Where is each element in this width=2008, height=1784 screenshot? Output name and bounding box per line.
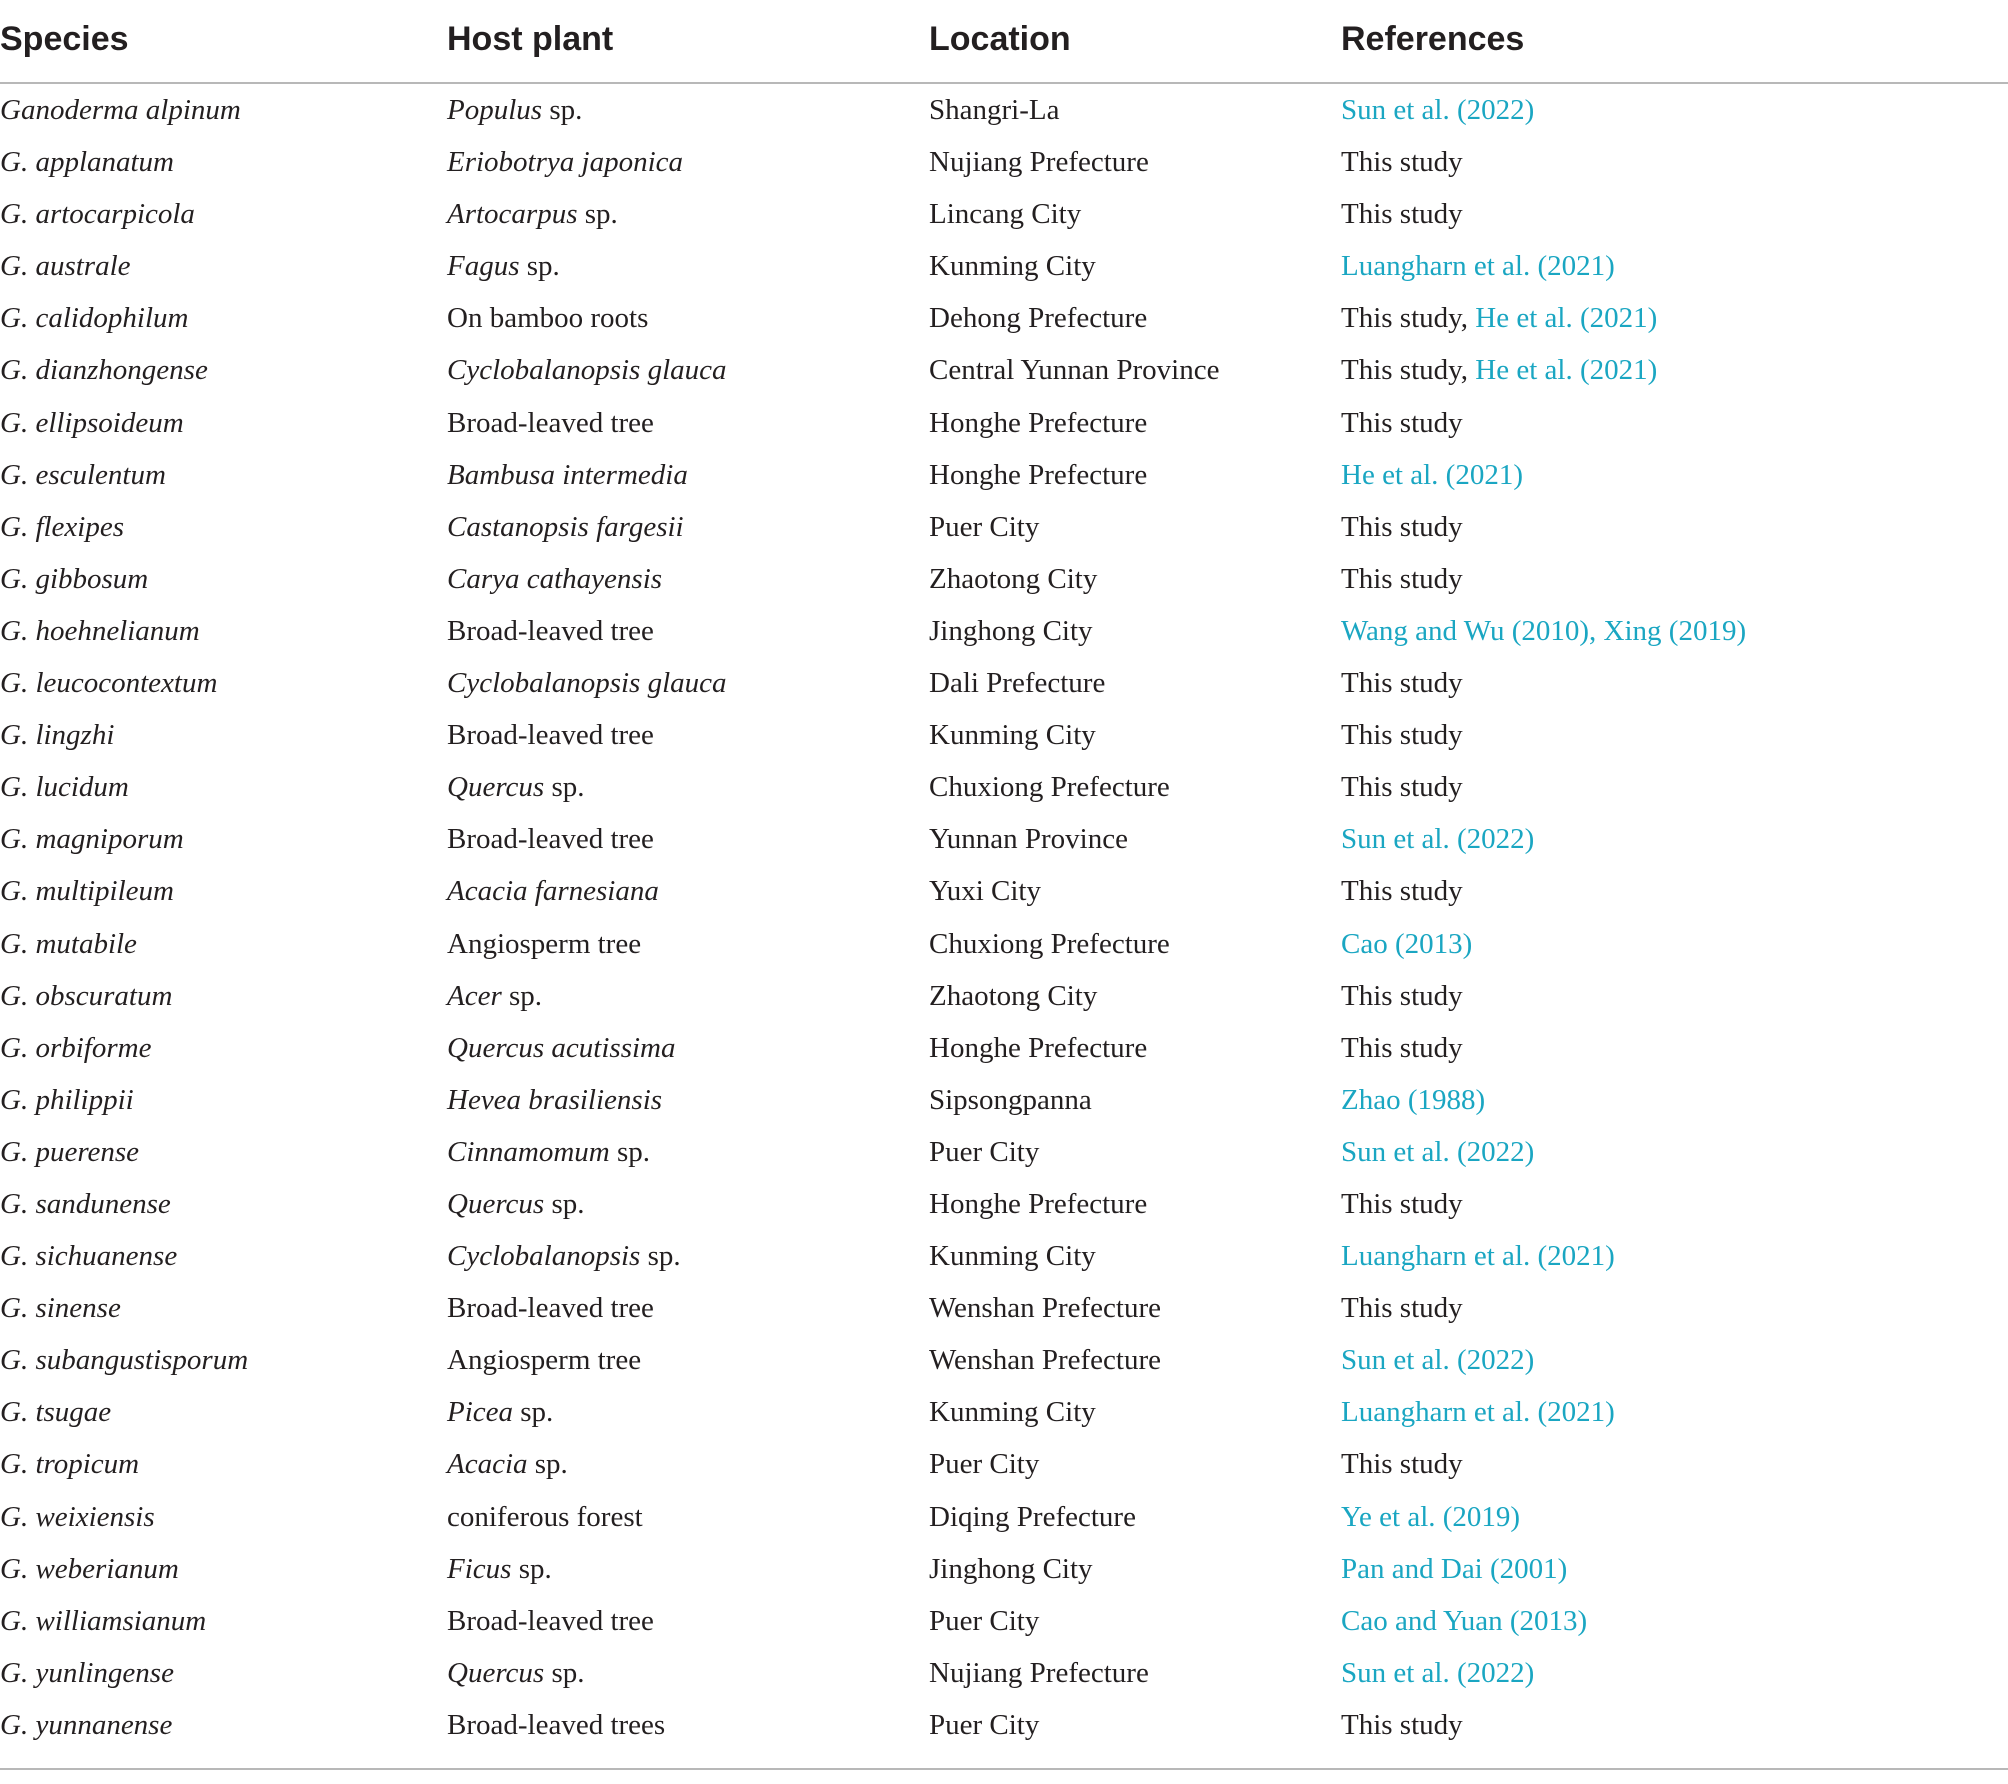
- host-plant-cell: [447, 928, 641, 961]
- reference-link[interactable]: He et al. (2021): [1475, 302, 1658, 335]
- host-plant-italic: Cyclobalanopsis glauca: [447, 354, 727, 387]
- table-row: [0, 1438, 2008, 1490]
- references-cell: [1341, 771, 1463, 804]
- host-plant-text: sp.: [544, 771, 585, 804]
- location-cell: Puer City: [929, 1604, 1040, 1637]
- table-row: [0, 1282, 2008, 1334]
- host-plant-cell: [447, 823, 654, 856]
- table-row: [0, 1543, 2008, 1595]
- species-cell: G. puerense: [0, 1135, 140, 1168]
- host-plant-cell: [447, 1344, 641, 1377]
- host-plant-cell: [447, 146, 683, 179]
- host-plant-text: sp.: [609, 1135, 651, 1168]
- species-cell: G. tsugae: [0, 1396, 112, 1429]
- location-cell: Honghe Prefecture: [929, 1031, 1148, 1064]
- host-plant-text: coniferous forest: [447, 1500, 643, 1533]
- host-plant-italic: Carya cathayensis: [447, 562, 663, 595]
- location-cell: Honghe Prefecture: [929, 458, 1148, 491]
- table-row: [0, 605, 2008, 657]
- references-cell: [1341, 407, 1463, 440]
- species-cell: G. calidophilum: [0, 302, 189, 335]
- table-row: [0, 240, 2008, 292]
- references-cell: [1341, 459, 1523, 492]
- location-cell: Chuxiong Prefecture: [929, 771, 1170, 804]
- references-cell: [1341, 1501, 1520, 1534]
- species-cell: G. artocarpicola: [0, 198, 195, 231]
- table-row: [0, 136, 2008, 188]
- reference-text: This study: [1341, 1292, 1463, 1325]
- table-row: [0, 553, 2008, 605]
- host-plant-italic: Populus: [447, 94, 543, 126]
- host-plant-cell: [447, 1396, 553, 1429]
- table-row: [0, 397, 2008, 449]
- references-cell: [1341, 1240, 1615, 1273]
- host-plant-italic: Artocarpus: [447, 198, 578, 231]
- references-cell: [1341, 250, 1615, 283]
- reference-text: This study: [1341, 1031, 1463, 1064]
- host-plant-text: Broad-leaved tree: [447, 1292, 654, 1325]
- table-row: [0, 1491, 2008, 1543]
- reference-link[interactable]: He et al. (2021): [1341, 458, 1523, 491]
- table-row: [0, 1595, 2008, 1647]
- host-plant-text: sp.: [519, 250, 560, 283]
- host-plant-cell: [447, 980, 542, 1013]
- reference-link[interactable]: He et al. (2021): [1475, 354, 1658, 387]
- species-cell: G. subangustisporum: [0, 1344, 249, 1377]
- references-cell: [1341, 302, 1657, 335]
- host-plant-cell: [447, 719, 654, 752]
- location-cell: Yunnan Province: [929, 823, 1128, 856]
- header-location: Location: [929, 20, 1071, 58]
- species-cell: G. lucidum: [0, 771, 129, 804]
- reference-link[interactable]: Luangharn et al. (2021): [1341, 250, 1615, 283]
- table-row: [0, 188, 2008, 240]
- host-plant-text: Broad-leaved tree: [447, 719, 654, 752]
- location-cell: Zhaotong City: [929, 979, 1098, 1012]
- reference-link[interactable]: Luangharn et al. (2021): [1341, 1396, 1615, 1429]
- species-cell: G. obscuratum: [0, 979, 173, 1012]
- references-cell: [1341, 875, 1463, 908]
- host-plant-italic: Cinnamomum: [447, 1135, 610, 1168]
- host-plant-text: sp.: [511, 1552, 552, 1585]
- location-cell: Kunming City: [929, 719, 1096, 752]
- species-cell: G. esculentum: [0, 458, 166, 491]
- species-cell: G. sinense: [0, 1292, 121, 1325]
- host-plant-cell: [447, 1136, 650, 1169]
- host-plant-cell: [447, 1657, 584, 1690]
- host-plant-cell: [447, 1501, 643, 1534]
- host-plant-cell: [447, 875, 659, 908]
- species-cell: G. flexipes: [0, 510, 125, 543]
- reference-text: This study: [1341, 667, 1463, 700]
- location-cell: Shangri-La: [929, 94, 1060, 126]
- references-cell: [1341, 928, 1472, 961]
- location-cell: Nujiang Prefecture: [929, 146, 1149, 179]
- reference-text: This study,: [1341, 354, 1476, 387]
- table-row: [0, 865, 2008, 917]
- reference-link[interactable]: Ye et al. (2019): [1341, 1500, 1521, 1533]
- species-cell: G. sichuanense: [0, 1240, 178, 1273]
- header-host-plant: Host plant: [447, 20, 614, 58]
- host-plant-italic: Quercus: [447, 1656, 545, 1689]
- location-cell: Lincang City: [929, 198, 1082, 231]
- host-plant-cell: [447, 1188, 584, 1221]
- host-plant-italic: Acacia farnesiana: [447, 875, 659, 908]
- table-row: [0, 1022, 2008, 1074]
- table-row: [0, 761, 2008, 813]
- location-cell: Puer City: [929, 1135, 1040, 1168]
- location-cell: Kunming City: [929, 250, 1096, 283]
- host-plant-cell: [447, 302, 648, 335]
- location-cell: Chuxiong Prefecture: [929, 927, 1170, 960]
- reference-text: This study: [1341, 406, 1463, 439]
- host-plant-text: Angiosperm tree: [447, 927, 642, 960]
- host-plant-cell: [447, 1032, 676, 1065]
- species-cell: G. lingzhi: [0, 719, 115, 752]
- location-cell: Kunming City: [929, 1396, 1096, 1429]
- host-plant-cell: [447, 459, 688, 492]
- bottom-rule: [0, 1768, 2008, 1770]
- references-cell: [1341, 1084, 1485, 1117]
- host-plant-italic: Castanopsis fargesii: [447, 510, 684, 543]
- host-plant-cell: [447, 563, 662, 596]
- host-plant-cell: [447, 407, 654, 440]
- table-row: [0, 1386, 2008, 1438]
- host-plant-text: sp.: [640, 1240, 681, 1273]
- host-plant-cell: [447, 771, 584, 804]
- host-plant-cell: [447, 1448, 568, 1481]
- species-cell: G. mutabile: [0, 927, 137, 960]
- host-plant-cell: [447, 1084, 662, 1117]
- references-cell: [1341, 198, 1463, 231]
- host-plant-italic: Acacia: [447, 1448, 528, 1481]
- host-plant-italic: Fagus: [447, 250, 520, 283]
- species-cell: G. weixiensis: [0, 1500, 155, 1533]
- species-cell: Ganoderma alpinum: [0, 94, 241, 126]
- host-plant-text: sp.: [577, 198, 618, 231]
- location-cell: Dali Prefecture: [929, 667, 1106, 700]
- reference-link[interactable]: Zhao (1988): [1341, 1083, 1486, 1116]
- reference-text: This study: [1341, 979, 1463, 1012]
- host-plant-italic: Quercus acutissima: [447, 1031, 676, 1064]
- references-cell: [1341, 563, 1463, 596]
- reference-link[interactable]: Sun et al. (2022): [1341, 823, 1535, 856]
- table-row: [0, 657, 2008, 709]
- species-cell: G. gibbosum: [0, 562, 149, 595]
- references-cell: [1341, 146, 1463, 179]
- header-references: References: [1341, 20, 1525, 58]
- table-row: [0, 918, 2008, 970]
- host-plant-cell: [447, 667, 727, 700]
- host-plant-cell: [447, 1553, 552, 1586]
- species-cell: G. sandunense: [0, 1187, 171, 1220]
- references-cell: [1341, 980, 1463, 1013]
- reference-link[interactable]: Wang and Wu (2010), Xing (2019): [1341, 614, 1747, 647]
- reference-text: This study: [1341, 771, 1463, 804]
- host-plant-cell: [447, 1240, 681, 1273]
- table-header: [0, 0, 2008, 84]
- references-cell: [1341, 1396, 1615, 1429]
- species-cell: G. leucocontextum: [0, 667, 218, 700]
- host-plant-cell: [447, 94, 582, 127]
- references-cell: [1341, 1709, 1463, 1742]
- location-cell: Yuxi City: [929, 875, 1041, 908]
- table-row: [0, 344, 2008, 396]
- table-row: [0, 1178, 2008, 1230]
- table-row: [0, 84, 2008, 136]
- location-cell: Jinghong City: [929, 614, 1093, 647]
- table-row: [0, 1647, 2008, 1699]
- host-plant-italic: Quercus: [447, 1187, 545, 1220]
- species-cell: G. ellipsoideum: [0, 406, 184, 439]
- host-plant-text: Broad-leaved tree: [447, 406, 654, 439]
- host-plant-cell: [447, 1292, 654, 1325]
- reference-text: This study: [1341, 719, 1463, 752]
- reference-link[interactable]: Sun et al. (2022): [1341, 94, 1535, 126]
- host-plant-text: sp.: [513, 1396, 554, 1429]
- table-row: [0, 501, 2008, 553]
- reference-link[interactable]: Luangharn et al. (2021): [1341, 1240, 1615, 1273]
- location-cell: Nujiang Prefecture: [929, 1656, 1149, 1689]
- table-row: [0, 292, 2008, 344]
- host-plant-text: On bamboo roots: [447, 302, 649, 335]
- table-row: [0, 709, 2008, 761]
- host-plant-italic: Quercus: [447, 771, 545, 804]
- species-cell: G. weberianum: [0, 1552, 179, 1585]
- host-plant-text: Angiosperm tree: [447, 1344, 642, 1377]
- table-row: [0, 1126, 2008, 1178]
- reference-text: This study,: [1341, 302, 1476, 335]
- reference-text: This study: [1341, 875, 1463, 908]
- reference-text: This study: [1341, 562, 1463, 595]
- host-plant-italic: Acer: [447, 979, 502, 1012]
- references-cell: [1341, 1448, 1463, 1481]
- species-cell: G. yunnanense: [0, 1708, 173, 1741]
- table-row: [0, 449, 2008, 501]
- host-plant-text: sp.: [501, 979, 543, 1012]
- species-cell: G. dianzhongense: [0, 354, 208, 387]
- table-row: [0, 1334, 2008, 1386]
- host-plant-cell: [447, 1605, 654, 1638]
- header-species: Species: [0, 20, 129, 58]
- references-cell: [1341, 1188, 1463, 1221]
- location-cell: Wenshan Prefecture: [929, 1344, 1161, 1377]
- reference-link[interactable]: Sun et al. (2022): [1341, 1344, 1535, 1377]
- species-cell: G. tropicum: [0, 1448, 140, 1481]
- location-cell: Puer City: [929, 1448, 1040, 1481]
- location-cell: Central Yunnan Province: [929, 354, 1220, 387]
- species-cell: G. multipileum: [0, 875, 174, 908]
- host-plant-text: sp.: [544, 1656, 585, 1689]
- references-cell: [1341, 1292, 1463, 1325]
- reference-link[interactable]: Sun et al. (2022): [1341, 1656, 1535, 1689]
- references-cell: [1341, 511, 1463, 544]
- host-plant-text: sp.: [542, 94, 583, 126]
- references-cell: [1341, 94, 1534, 127]
- host-plant-italic: Cyclobalanopsis glauca: [447, 667, 727, 700]
- host-plant-text: Broad-leaved tree: [447, 1604, 654, 1637]
- reference-link[interactable]: Pan and Dai (2001): [1341, 1552, 1568, 1585]
- species-cell: G. williamsianum: [0, 1604, 207, 1637]
- reference-text: This study: [1341, 1187, 1463, 1220]
- host-plant-cell: [447, 250, 560, 283]
- references-cell: [1341, 1032, 1463, 1065]
- reference-link[interactable]: Cao and Yuan (2013): [1341, 1604, 1588, 1637]
- location-cell: Zhaotong City: [929, 562, 1098, 595]
- location-cell: Dehong Prefecture: [929, 302, 1148, 335]
- references-cell: [1341, 354, 1657, 387]
- reference-link[interactable]: Cao (2013): [1341, 927, 1473, 960]
- location-cell: Kunming City: [929, 1240, 1096, 1273]
- references-cell: [1341, 1344, 1534, 1377]
- reference-text: This study: [1341, 146, 1463, 179]
- host-plant-italic: Cyclobalanopsis: [447, 1240, 641, 1273]
- species-cell: G. yunlingense: [0, 1656, 174, 1689]
- species-cell: G. magniporum: [0, 823, 184, 856]
- reference-text: This study: [1341, 1708, 1463, 1741]
- location-cell: Honghe Prefecture: [929, 406, 1148, 439]
- host-plant-italic: Picea: [447, 1396, 514, 1429]
- host-plant-cell: [447, 615, 654, 648]
- species-cell: G. hoehnelianum: [0, 614, 200, 647]
- host-plant-cell: [447, 354, 727, 387]
- references-cell: [1341, 667, 1463, 700]
- host-plant-italic: Eriobotrya japonica: [447, 146, 684, 179]
- host-plant-text: Broad-leaved tree: [447, 614, 654, 647]
- reference-link[interactable]: Sun et al. (2022): [1341, 1135, 1535, 1168]
- location-cell: Sipsongpanna: [929, 1083, 1092, 1116]
- location-cell: Diqing Prefecture: [929, 1500, 1136, 1533]
- table-body: [0, 84, 2008, 1751]
- location-cell: Puer City: [929, 510, 1040, 543]
- host-plant-text: Broad-leaved tree: [447, 823, 654, 856]
- location-cell: Jinghong City: [929, 1552, 1093, 1585]
- references-cell: [1341, 615, 1746, 648]
- references-cell: [1341, 719, 1463, 752]
- references-cell: [1341, 1136, 1534, 1169]
- host-plant-cell: [447, 1709, 665, 1742]
- host-plant-italic: Hevea brasiliensis: [447, 1083, 663, 1116]
- table-row: [0, 813, 2008, 865]
- location-cell: Wenshan Prefecture: [929, 1292, 1161, 1325]
- reference-text: This study: [1341, 198, 1463, 231]
- references-cell: [1341, 823, 1534, 856]
- table-row: [0, 970, 2008, 1022]
- host-plant-text: sp.: [527, 1448, 568, 1481]
- location-cell: Honghe Prefecture: [929, 1187, 1148, 1220]
- table-row: [0, 1230, 2008, 1282]
- species-cell: G. orbiforme: [0, 1031, 152, 1064]
- references-cell: [1341, 1657, 1534, 1690]
- references-cell: [1341, 1553, 1567, 1586]
- species-cell: G. australe: [0, 250, 131, 283]
- table-row: [0, 1074, 2008, 1126]
- species-cell: G. philippii: [0, 1083, 134, 1116]
- host-plant-text: sp.: [544, 1187, 585, 1220]
- host-plant-italic: Bambusa intermedia: [447, 458, 688, 491]
- host-plant-italic: Ficus: [447, 1552, 512, 1585]
- species-cell: G. applanatum: [0, 146, 174, 179]
- host-plant-cell: [447, 198, 618, 231]
- reference-text: This study: [1341, 1448, 1463, 1481]
- references-cell: [1341, 1605, 1587, 1638]
- location-cell: Puer City: [929, 1708, 1040, 1741]
- table-row: [0, 1699, 2008, 1751]
- host-plant-text: Broad-leaved trees: [447, 1708, 666, 1741]
- reference-text: This study: [1341, 510, 1463, 543]
- host-plant-cell: [447, 511, 684, 544]
